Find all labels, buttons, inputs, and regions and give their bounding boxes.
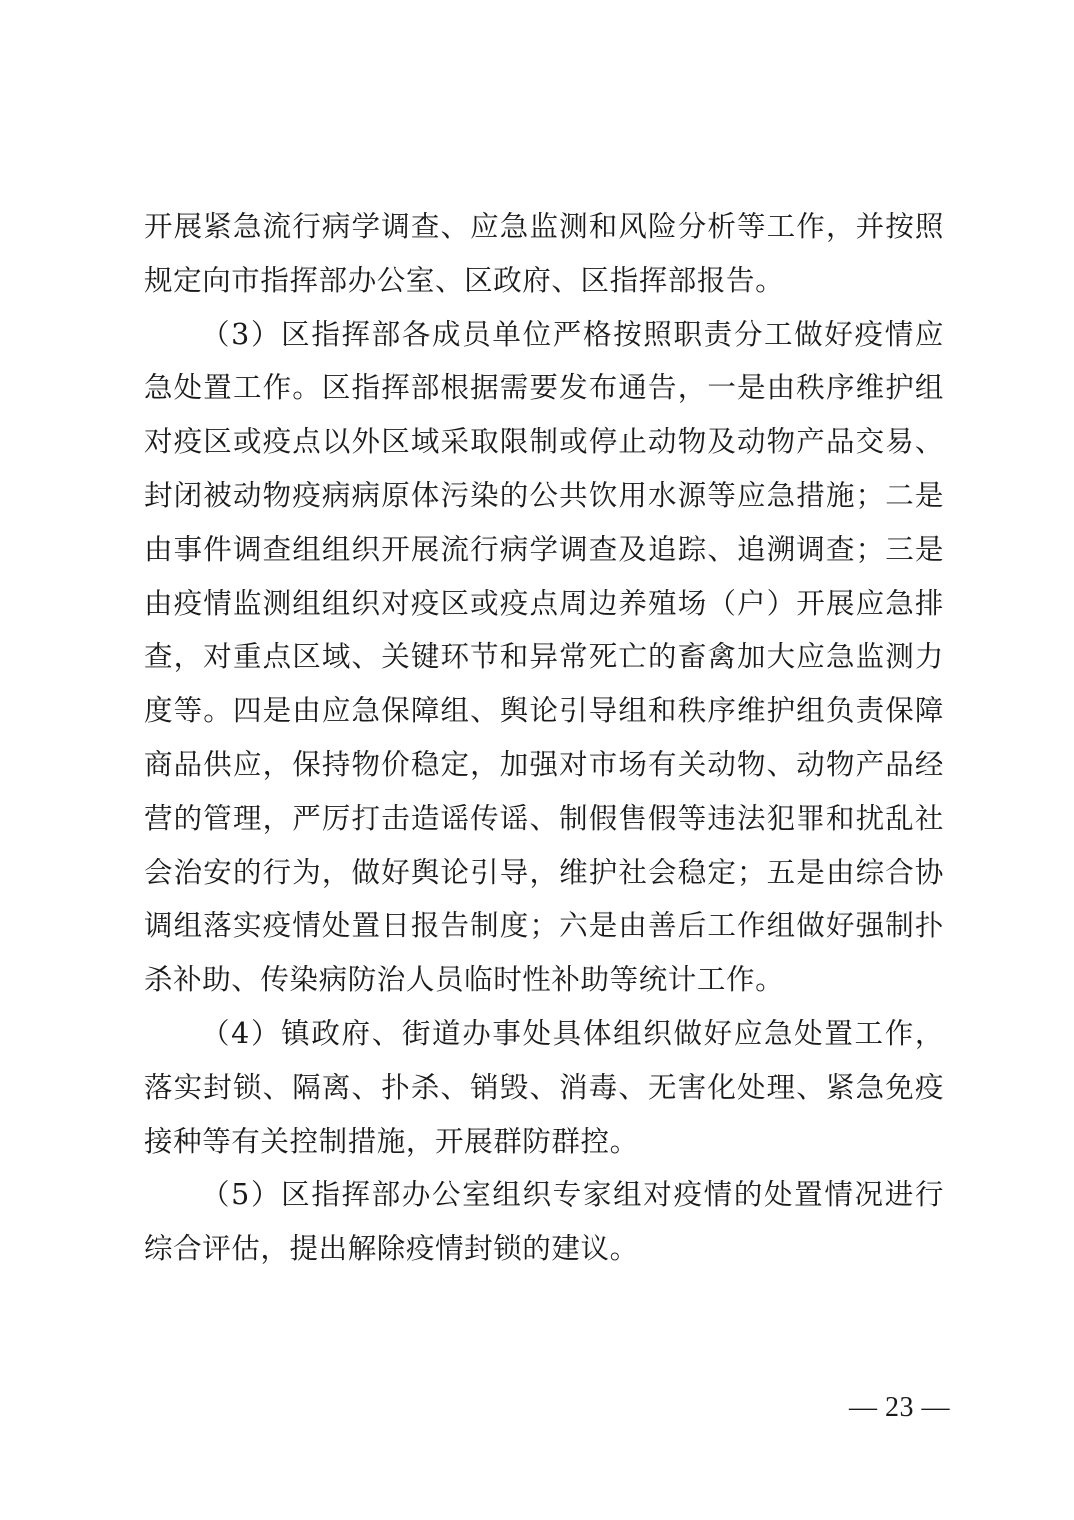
paragraph-item-4: （4）镇政府、街道办事处具体组织做好应急处置工作，落实封锁、隔离、扑杀、销毁、消毒、无害化处理、紧急免疫接种等有关控制措施，开展群防群控。	[144, 1016, 944, 1158]
paragraph-item-5: （5）区指挥部办公室组织专家组对疫情的处置情况进行综合评估，提出解除疫情封锁的建议。	[144, 1178, 944, 1266]
body-text	[144, 200, 944, 1276]
paragraph-item-3: （3）区指挥部各成员单位严格按照职责分工做好疫情应急处置工作。区指挥部根据需要发布通告，一是由秩序维护组对疫区或疫点以外区域采取限制或停止动物及动物产品交易、封闭被动物疫病病原体污染的公共饮用水源等应急措施；二是由事件调查组组织开展流行病学调查及追踪、追溯调查；三是由疫情监测组组织对疫区或疫点周边养殖场（户）开展应急排查，对重点区域、关键环节和异常死亡的畜禽加大应急监测力度等。四是由应急保障组、舆论引导组和秩序维护组负责保障商品供应，保持物价稳定，加强对市场有关动物、动物产品经营的管理，严厉打击造谣传谣、制假售假等违法犯罪和扰乱社会治安的行为，做好舆论引导，维护社会稳定；五是由综合协调组落实疫情处置日报告制度；六是由善后工作组做好强制扑杀补助、传染病防治人员临时性补助等统计工作。	[144, 317, 944, 997]
paragraph-continuation: 开展紧急流行病学调查、应急监测和风险分析等工作，并按照规定向市指挥部办公室、区政府、区指挥部报告。	[144, 210, 944, 297]
page-number: — 23 —	[849, 1392, 950, 1423]
